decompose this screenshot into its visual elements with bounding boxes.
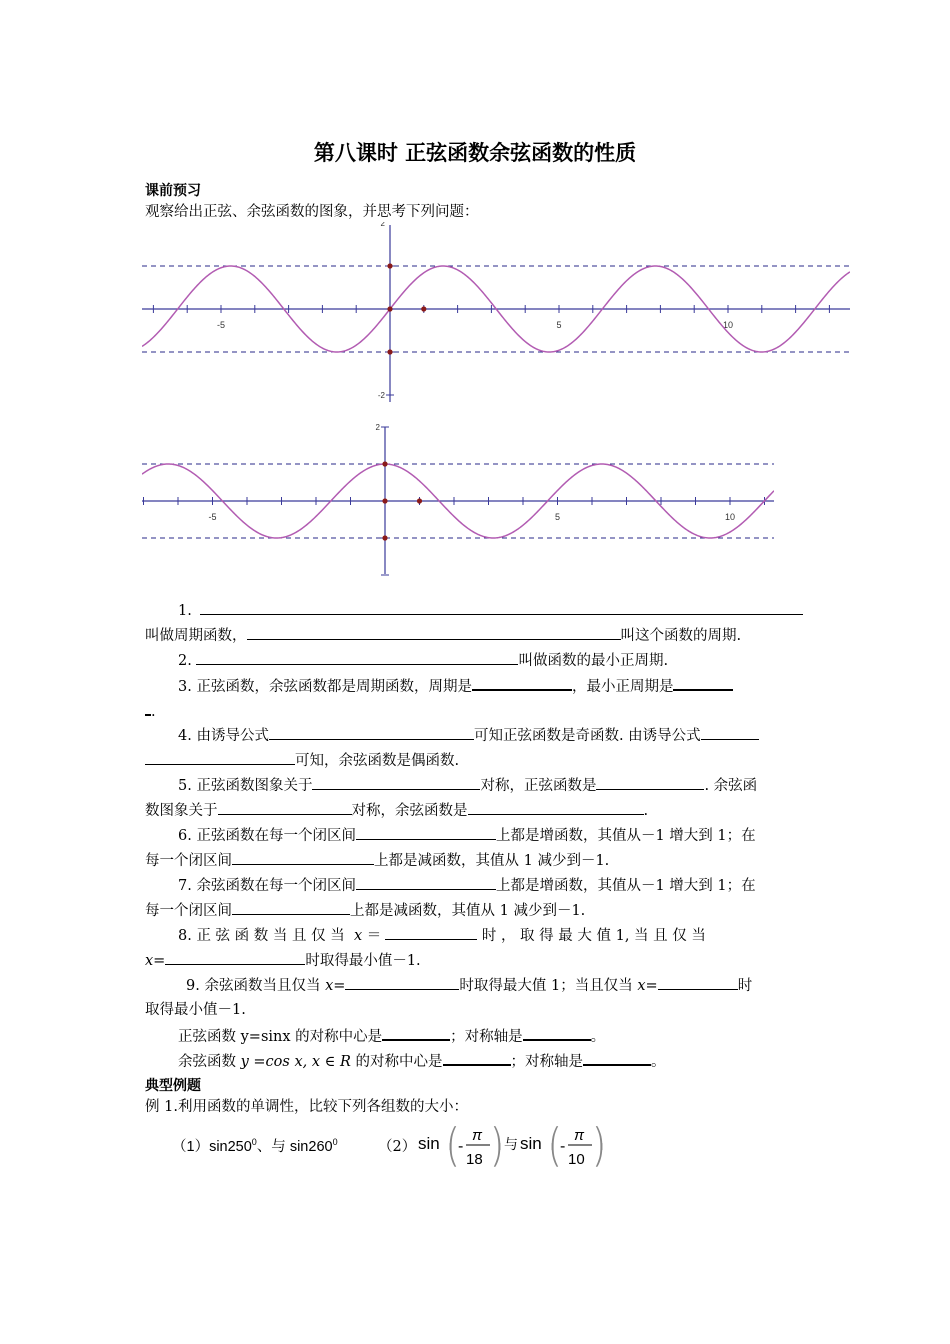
svg-text:与: 与: [504, 1136, 518, 1152]
x-tick-label: -5: [208, 512, 217, 522]
q2-blank[interactable]: [196, 650, 518, 665]
q9-blank-1[interactable]: [345, 975, 459, 990]
q9-line1: 9. 余弦函数当且仅当 x= 时取得最大值 1；当且仅当 x= 时: [186, 975, 810, 996]
svg-text:-: -: [560, 1138, 566, 1155]
q2-line: 2. 叫做函数的最小正周期.: [178, 650, 810, 671]
q4-blank-2[interactable]: [701, 725, 759, 740]
svg-text:⎛: ⎛: [550, 1128, 560, 1150]
example1-part2-formula: [414, 1122, 604, 1170]
svg-text:-: -: [458, 1138, 464, 1155]
example1-text: 例 1.利用函数的单调性，比较下列各组数的大小：: [145, 1099, 468, 1115]
x-tick-label: 5: [556, 320, 562, 330]
q1-line2: 叫做周期函数， 叫这个函数的周期.: [145, 625, 810, 646]
q3-blank-1[interactable]: [472, 675, 572, 691]
q7-blank-1[interactable]: [356, 875, 496, 890]
svg-text:sin: sin: [418, 1134, 440, 1153]
q6-blank-2[interactable]: [232, 850, 374, 865]
svg-text:18: 18: [466, 1151, 483, 1168]
q6-line1: 6. 正弦函数在每一个闭区间 上都是增函数，其值从－1 增大到 1；在: [178, 825, 810, 846]
marked-point: [382, 498, 387, 503]
marked-point: [382, 535, 387, 540]
q9-blank-2[interactable]: [658, 975, 738, 990]
q6-blank-1[interactable]: [356, 825, 496, 840]
q5-line1: 5. 正弦函数图象关于 对称，正弦函数是 . 余弦函: [178, 775, 810, 796]
intro-text: 观察给出正弦、余弦函数的图象，并思考下列问题：: [145, 204, 479, 220]
svg-text:π: π: [574, 1127, 585, 1144]
q3-line2: .: [145, 700, 810, 722]
svg-text:10: 10: [568, 1151, 585, 1168]
svg-text:π: π: [472, 1127, 483, 1144]
q1-blank-2[interactable]: [247, 625, 621, 640]
marked-point: [387, 263, 392, 268]
q1-line1: [178, 600, 810, 621]
svg-text:⎝: ⎝: [550, 1145, 560, 1167]
q5-line2: 数图象关于 对称，余弦函数是 .: [145, 800, 810, 821]
q5-blank-3[interactable]: [218, 800, 352, 815]
cosine-axis-blank[interactable]: [583, 1050, 651, 1066]
q7-blank-2[interactable]: [232, 900, 350, 915]
svg-text:⎝: ⎝: [448, 1145, 458, 1167]
cosine-graph: [142, 420, 774, 576]
x-tick-label: -5: [216, 320, 226, 330]
q9-line2: 取得最小值－1.: [145, 1002, 246, 1018]
cosine-center-blank[interactable]: [443, 1050, 511, 1066]
q7-line1: 7. 余弦函数在每一个闭区间 上都是增函数，其值从－1 增大到 1；在: [178, 875, 810, 896]
marked-point: [387, 306, 392, 311]
marked-point: [387, 349, 392, 354]
x-tick-label: 10: [724, 512, 736, 522]
q4-line2: 可知，余弦函数是偶函数.: [145, 750, 810, 771]
marked-point: [382, 461, 387, 466]
q8-blank-2[interactable]: [165, 950, 305, 965]
svg-text:sin: sin: [520, 1134, 542, 1153]
q7-line2: 每一个闭区间 上都是减函数，其值从 1 减少到－1.: [145, 900, 810, 921]
q3-line1: 3. 正弦函数，余弦函数都是周期函数，周期是 ，最小正周期是: [178, 675, 810, 697]
marked-point: [421, 306, 426, 311]
q5-blank-2[interactable]: [596, 775, 704, 790]
section-preview-heading: 课前预习: [145, 183, 201, 199]
q8-line2: x= 时取得最小值－1.: [145, 950, 810, 971]
q6-line2: 每一个闭区间 上都是减函数，其值从 1 减少到－1.: [145, 850, 810, 871]
q8-line1: 8. 正 弦 函 数 当 且 仅 当 x ＝ 时 ， 取 得 最 大 值 1, 当 且 仅 当: [178, 925, 810, 946]
q8-blank-1[interactable]: [385, 925, 477, 940]
x-tick-label: 10: [722, 320, 734, 330]
y-tick-label: 2: [375, 423, 380, 432]
svg-text:⎠: ⎠: [492, 1145, 502, 1167]
cosine-symmetry-line: 余弦函数 y =cos x, x ∈ R 的对称中心是 ；对称轴是 。: [178, 1050, 810, 1072]
example1-parts: $(1)\sin 250^0$、与 $\sin 260^0$ （2） sin ⎛ ⎝ - π 18 ⎞ ⎠ 与 sin ⎛ ⎝ - π 10 ⎞ ⎠: [172, 1122, 652, 1172]
svg-text:⎛: ⎛: [448, 1128, 458, 1150]
page-title: 第八课时 正弦函数余弦函数的性质: [313, 141, 637, 165]
marked-point: [417, 498, 422, 503]
svg-text:⎠: ⎠: [594, 1145, 604, 1167]
y-tick-label: -2: [377, 391, 385, 400]
svg-text:⎞: ⎞: [492, 1128, 502, 1150]
q4-line1: 4. 由诱导公式 可知正弦函数是奇函数. 由诱导公式: [178, 725, 810, 746]
example1-part1: $(1)\sin 250^0$、与 $\sin 260^0$: [172, 1137, 338, 1155]
q4-blank-1[interactable]: [269, 725, 474, 740]
q5-blank-1[interactable]: [312, 775, 480, 790]
sine-symmetry-line: 正弦函数 y=sinx 的对称中心是 ；对称轴是 。: [178, 1025, 810, 1047]
sine-graph: [142, 222, 850, 404]
q1-blank-1[interactable]: [200, 600, 803, 615]
section-examples-heading: 典型例题: [145, 1078, 201, 1094]
svg-text:⎞: ⎞: [594, 1128, 604, 1150]
sine-center-blank[interactable]: [382, 1025, 450, 1041]
q1-number: 1.: [178, 603, 192, 619]
q5-blank-4[interactable]: [468, 800, 644, 815]
x-tick-label: 5: [554, 512, 561, 522]
sine-axis-blank[interactable]: [523, 1025, 591, 1041]
q3-blank-2[interactable]: [673, 675, 733, 691]
y-tick-label: 2: [380, 222, 385, 228]
